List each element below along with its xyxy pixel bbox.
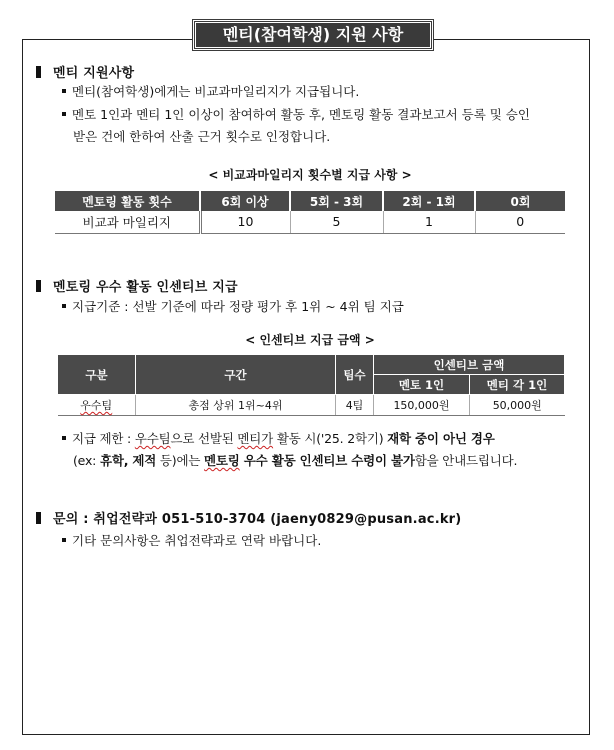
mileage-table-caption: < 비교과마일리지 횟수별 지급 사항 > — [208, 168, 412, 182]
note-text: (ex: — [73, 453, 100, 468]
section-heading-incentive — [36, 276, 238, 295]
incentive-cell — [58, 395, 136, 416]
incentive-cell: 50,000원 — [470, 395, 565, 416]
mileage-table-header-row — [55, 191, 565, 211]
incentive-table-caption: < 인센티브 지급 금액 > — [245, 333, 375, 347]
mileage-row-label: 비교과 마일리지 — [55, 211, 200, 233]
incentive-header-mentee: 멘티 각 1인 — [470, 375, 565, 395]
incentive-header-amount: 인센티브 금액 — [374, 355, 565, 375]
note-emphasis: 재학 중이 아닌 경우 — [387, 431, 495, 446]
page-title: 멘티(참여학생) 지원 사항 — [193, 20, 433, 50]
bullet-dot — [62, 304, 66, 308]
bullet-payment-restriction-cont — [73, 450, 593, 472]
bullet-dot — [62, 89, 66, 93]
section-heading-contact — [36, 508, 461, 527]
incentive-header-row-1 — [58, 355, 565, 375]
bullet-text: 지급기준 : 선발 기준에 따라 정량 평가 후 1위 ~ 4위 팀 지급 — [72, 299, 404, 314]
incentive-header-mentor: 멘토 1인 — [374, 375, 470, 395]
mileage-cell: 10 — [200, 211, 290, 233]
note-text: 활동 시('25. 2학기) — [273, 431, 388, 446]
mileage-cell: 1 — [383, 211, 475, 233]
bullet-payment-criteria — [62, 296, 404, 318]
note-text: 으로 선발된 — [170, 431, 238, 446]
mileage-cell: 0 — [475, 211, 565, 233]
bullet-recognition-rule — [62, 104, 592, 126]
mileage-table — [55, 191, 565, 234]
incentive-table — [57, 354, 565, 416]
bullet-contact-info — [62, 530, 321, 552]
bullet-dot — [62, 538, 66, 542]
note-text: 등)에는 — [156, 453, 204, 468]
mileage-header-cell: 5회 - 3회 — [290, 191, 383, 211]
bullet-mileage-paid — [62, 81, 359, 103]
section-heading-text: 멘티 지원사항 — [53, 66, 135, 81]
bullet-text: 멘티(참여학생)에게는 비교과마일리지가 지급됩니다. — [72, 84, 360, 99]
bullet-text: 받은 건에 한하여 산출 근거 횟수로 인정합니다. — [73, 129, 331, 144]
bullet-dot — [62, 112, 66, 116]
incentive-header-teams: 팀수 — [336, 355, 374, 395]
incentive-header-range: 구간 — [136, 355, 336, 395]
section-marker — [36, 512, 41, 524]
mileage-header-cell: 0회 — [475, 191, 565, 211]
section-marker — [36, 280, 41, 292]
mileage-header-cell: 2회 - 1회 — [383, 191, 475, 211]
incentive-header-category: 구분 — [58, 355, 136, 395]
section-heading-mentee-support — [36, 62, 134, 81]
section-marker — [36, 66, 41, 78]
note-text: 지급 제한 : — [72, 431, 135, 446]
note-emphasis: 우수 활동 인센티브 수령이 불가 — [239, 453, 415, 468]
incentive-cell-text: 우수팀 — [80, 399, 113, 412]
table-row — [55, 211, 565, 233]
section-heading-text: 문의 : 취업전략과 051-510-3704 (jaeny0829@pusan.ac.kr) — [53, 512, 462, 527]
note-text: 함을 안내드립니다. — [414, 453, 518, 468]
incentive-cell: 4팀 — [336, 395, 374, 416]
note-emphasis: 휴학, 제적 — [99, 453, 157, 468]
incentive-cell: 총점 상위 1위~4위 — [136, 395, 336, 416]
section-heading-text: 멘토링 우수 활동 인센티브 지급 — [53, 280, 238, 295]
incentive-cell: 150,000원 — [374, 395, 470, 416]
table-row — [58, 395, 565, 416]
bullet-dot — [62, 436, 66, 440]
mileage-cell: 5 — [290, 211, 383, 233]
bullet-recognition-rule-cont — [73, 126, 330, 148]
bullet-payment-restriction — [62, 428, 592, 450]
mileage-header-cell: 6회 이상 — [200, 191, 290, 211]
note-text: 우수팀 — [134, 431, 171, 446]
note-text: 멘티가 — [237, 431, 274, 446]
mileage-header-cell: 멘토링 활동 횟수 — [55, 191, 200, 211]
bullet-text: 기타 문의사항은 취업전략과로 연락 바랍니다. — [72, 533, 322, 548]
bullet-text: 멘토 1인과 멘티 1인 이상이 참여하여 활동 후, 멘토링 활동 결과보고서 등록 및 승인 — [72, 107, 530, 122]
note-emphasis: 멘토링 — [204, 453, 240, 468]
